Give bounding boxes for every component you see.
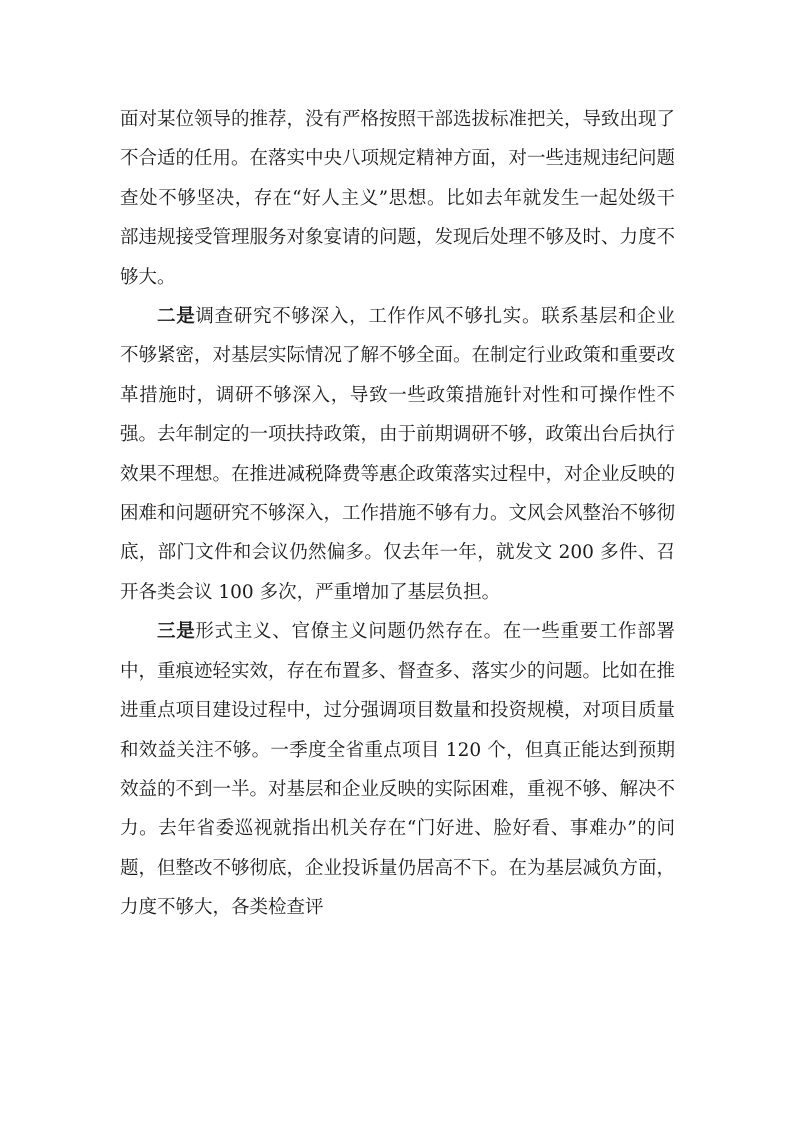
paragraph-lead: 二是 — [157, 306, 196, 328]
paragraph-lead: 三是 — [157, 621, 196, 643]
paragraph-point-two — [120, 297, 675, 612]
paragraph-continuation — [120, 100, 675, 297]
paragraph-text: 调查研究不够深入，工作作风不够扎实。联系基层和企业不够紧密，对基层实际情况了解不够全面。在制定行业政策和重要改革措施时，调研不够深入，导致一些政策措施针对性和可操作性不强。去年制定的一项扶持政策，由于前期调研不够，政策出台后执行效果不理想。在推进减税降费等惠企政策落实过程中，对企业反映的困难和问题研究不够深入，工作措施不够有力。文风会风整治不够彻底，部门文件和会议仍然偏多。仅去年一年，就发文 200 多件、召开各类会议 100 多次，严重增加了基层负担。 — [120, 306, 676, 603]
paragraph-point-three — [120, 612, 675, 927]
document-body — [120, 100, 675, 928]
paragraph-text: 形式主义、官僚主义问题仍然存在。在一些重要工作部署中，重痕迹轻实效，存在布置多、督查多、落实少的问题。比如在推进重点项目建设过程中，过分强调项目数量和投资规模，对项目质量和效益关注不够。一季度全省重点项目 120 个，但真正能达到预期效益的不到一半。对基层和企业反映的实际困难，重视不够、解决不力。去年省委巡视就指出机关存在“门好进、脸好看、事难办”的问题，但整改不够彻底，企业投诉量仍居高不下。在为基层减负方面，力度不够大，各类检查评 — [120, 621, 676, 919]
paragraph-text: 面对某位领导的推荐，没有严格按照干部选拔标准把关，导致出现了不合适的任用。在落实中央八项规定精神方面，对一些违规违纪问题查处不够坚决，存在“好人主义”思想。比如去年就发生一起处级干部违规接受管理服务对象宴请的问题，发现后处理不够及时、力度不够大。 — [120, 109, 676, 288]
